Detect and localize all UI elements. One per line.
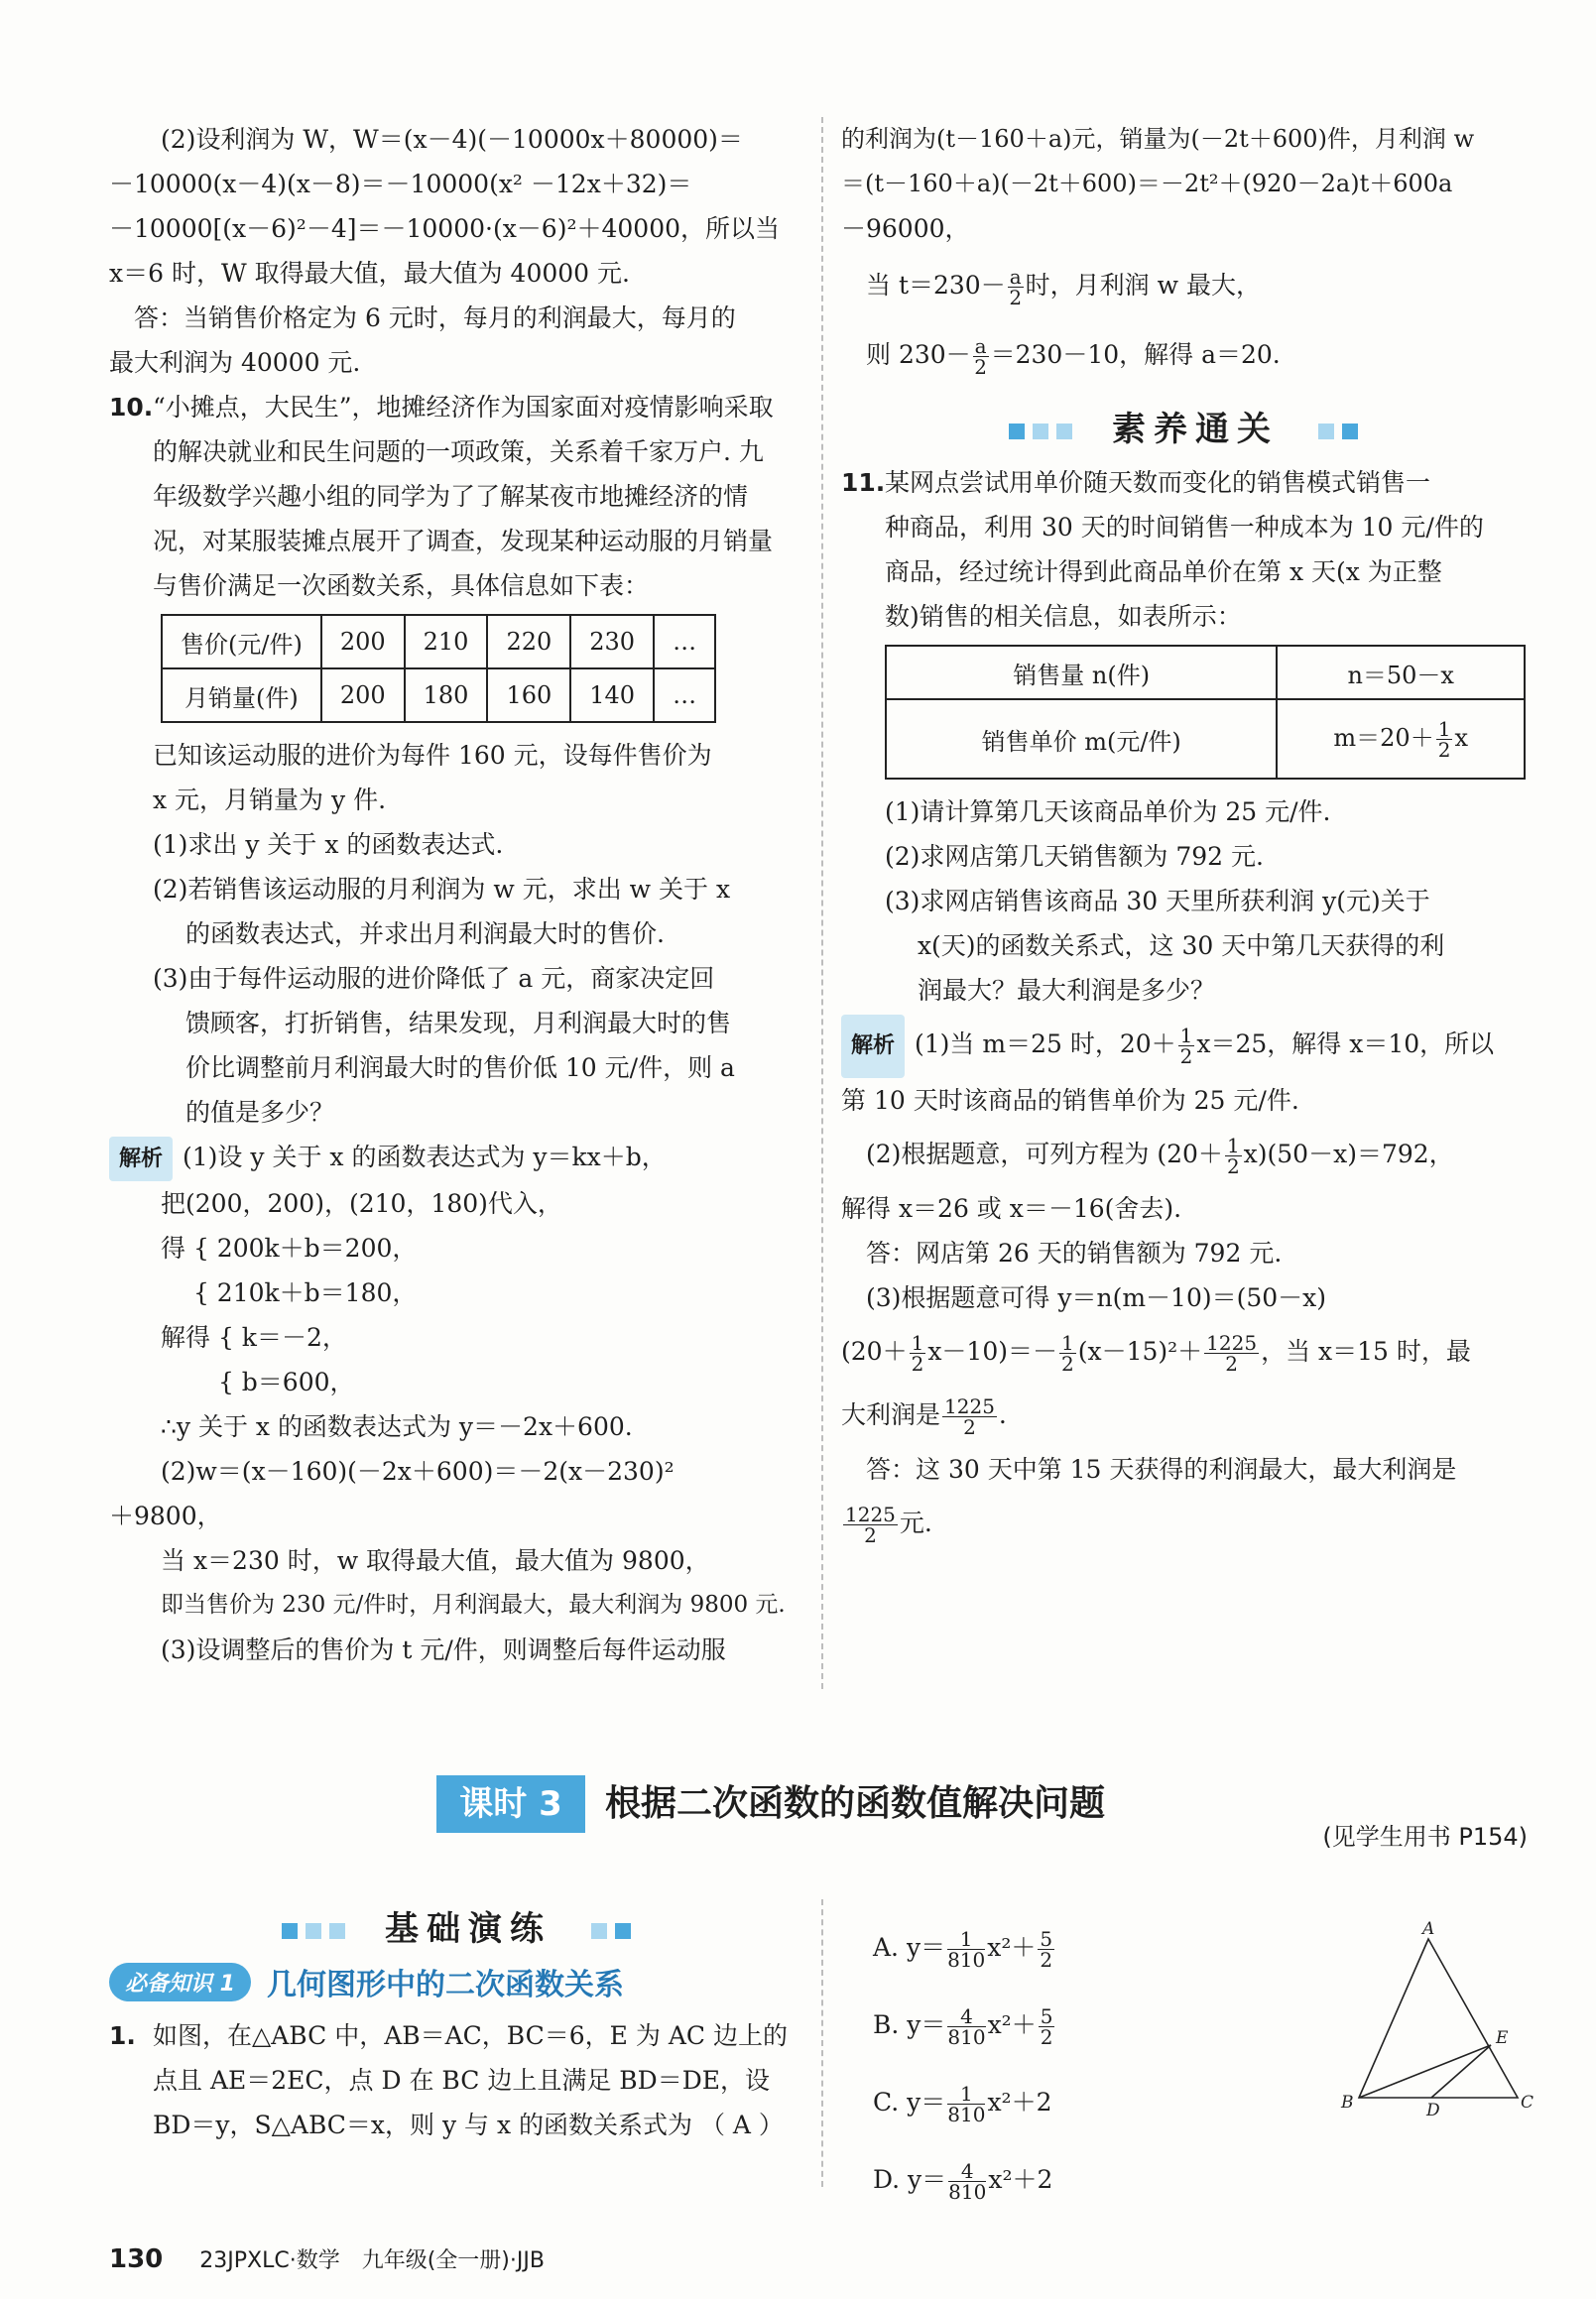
fraction	[947, 2006, 985, 2047]
text-line: 某网点尝试用单价随天数而变化的销售模式销售一	[885, 468, 1431, 497]
vertex-label-c: C	[1521, 2093, 1535, 2113]
table-cell: 140	[570, 668, 654, 722]
text-line: 得 { 200k＋b＝200，	[161, 1234, 418, 1263]
section-title: 素养通关	[1112, 410, 1279, 449]
text-line: 的利润为(t－160＋a)元，销量为(－2t＋600)件，月利润 w	[841, 125, 1475, 153]
formula-line	[841, 1492, 1526, 1555]
page-footer	[109, 2243, 545, 2274]
text-line: 商品，经过统计得到此商品单价在第 x 天(x 为正整	[885, 557, 1442, 586]
table-cell: n＝50－x	[1277, 646, 1525, 699]
triangle-abc	[1359, 1939, 1518, 2098]
denominator: 810	[947, 1948, 986, 1972]
text-line: 解得 x＝26 或 x＝－16(舍去).	[841, 1194, 1182, 1223]
triangle-figure	[1329, 1919, 1535, 2120]
text-line: { 210k＋b＝180，	[161, 1278, 418, 1307]
text: 当 t＝230－	[841, 271, 1006, 300]
question-10	[109, 385, 803, 608]
decor-square	[1056, 424, 1072, 439]
numerator: 5	[1040, 1927, 1053, 1951]
section-title: 基础演练	[385, 1909, 552, 1949]
text: (x－15)²＋	[1077, 1337, 1203, 1366]
text-line: 最大利润为 40000 元.	[109, 348, 361, 377]
decor-square	[282, 1923, 298, 1939]
denominator: 2	[911, 1352, 924, 1376]
numerator: 4	[947, 2006, 985, 2027]
text-line: 况，对某服装摊点展开了调查，发现某种运动服的月销量	[153, 527, 774, 555]
denominator: 2	[1226, 1154, 1240, 1178]
text: x²＋	[987, 2010, 1037, 2039]
table-cell: 月销量(件)	[162, 668, 321, 722]
option-label: A. y＝	[873, 1933, 946, 1962]
denominator: 810	[947, 2103, 986, 2126]
sub-question: 润最大？最大利润是多少？	[885, 976, 1215, 1005]
decor-square	[1318, 424, 1334, 439]
table-cell: 销售单价 m(元/件)	[886, 699, 1277, 779]
numerator: 1225	[845, 1503, 896, 1526]
text-line: 答：网店第 26 天的销售额为 792 元.	[841, 1239, 1283, 1268]
sub-question: (2)求网店第几天销售额为 792 元.	[885, 842, 1264, 871]
question-number: 1.	[109, 2021, 136, 2050]
sub-question: (3)由于每件运动服的进价降低了 a 元，商家决定回	[153, 964, 715, 993]
formula-line	[841, 1320, 1526, 1384]
text-line: 答：当销售价格定为 6 元时，每月的利润最大，每月的	[109, 303, 736, 332]
text: x²＋	[987, 1933, 1037, 1962]
text-line: BD＝y，S△ABC＝x，则 y 与 x 的函数关系式为 （ A ）	[153, 2111, 784, 2139]
decor-square	[329, 1923, 345, 1939]
fraction	[942, 1396, 997, 1437]
text-line: (1)设 y 关于 x 的函数表达式为 y＝kx＋b，	[183, 1143, 667, 1171]
question-11	[841, 460, 1526, 639]
price-sales-table	[161, 614, 716, 723]
point-label-d: D	[1426, 2101, 1440, 2120]
text: x＝25，解得 x＝10，所以	[1196, 1029, 1495, 1058]
numerator: 1225	[944, 1394, 995, 1418]
answer-options	[873, 1909, 1170, 2219]
text: (20＋	[841, 1337, 908, 1366]
numerator: 5	[1040, 2004, 1053, 2028]
right-column	[841, 117, 1526, 1555]
knowledge-title: 几何图形中的二次函数关系	[266, 1968, 624, 2002]
denominator: 2	[974, 355, 987, 379]
text-line: 的解决就业和民生问题的一项政策，关系着千家万户. 九	[153, 437, 764, 466]
text: 元.	[899, 1509, 932, 1537]
fraction	[1038, 1929, 1054, 1970]
decor-square	[1033, 424, 1048, 439]
text: 时，月利润 w 最大，	[1025, 271, 1261, 300]
fraction	[948, 2161, 986, 2202]
fraction	[910, 1333, 926, 1374]
numerator: a	[1009, 265, 1022, 289]
text: x)(50－x)＝792，	[1243, 1140, 1454, 1168]
text-line: 答：这 30 天中第 15 天获得的利润最大，最大利润是	[841, 1455, 1457, 1484]
text-line: x 元，月销量为 y 件.	[153, 786, 387, 814]
sub-question: (2)若销售该运动服的月利润为 w 元，求出 w 关于 x	[153, 875, 731, 904]
numerator: 1	[1060, 1331, 1074, 1355]
text-line: 数)销售的相关信息，如表所示：	[885, 602, 1242, 631]
text-line: (3)根据题意可得 y＝n(m－10)＝(50－x)	[841, 1283, 1327, 1312]
table-cell: …	[654, 615, 715, 668]
column-divider	[821, 117, 823, 1689]
text-line: 种商品，利用 30 天的时间销售一种成本为 10 元/件的	[885, 513, 1484, 542]
option-b	[873, 1987, 1170, 2064]
denominator: 2	[864, 1523, 877, 1547]
denominator: 2	[1009, 286, 1023, 309]
text: ＝230－10，解得 a＝20.	[990, 340, 1281, 369]
fraction	[1178, 1026, 1195, 1066]
text-line: (2)设利润为 W，W＝(x－4)(－10000x＋80000)＝	[161, 125, 743, 154]
table-cell: …	[654, 668, 715, 722]
column-divider	[821, 1899, 823, 2187]
fraction	[1436, 719, 1453, 760]
option-d	[873, 2141, 1170, 2219]
table-cell: 200	[321, 615, 405, 668]
formula-line	[841, 1384, 1526, 1447]
text-line: 点且 AE＝2EC，点 D 在 BC 边上且满足 BD＝DE，设	[153, 2066, 770, 2095]
basic-practice	[109, 1889, 803, 2147]
knowledge-tag: 必备知识 1	[109, 1963, 251, 2001]
book-info: 23JPXLC·数学 九年级(全一册)·JJB	[199, 2248, 545, 2273]
text-line: { b＝600，	[161, 1368, 355, 1396]
numerator: 1	[947, 1929, 985, 1950]
option-a	[873, 1909, 1170, 1987]
question-number: 10.	[109, 393, 154, 422]
table-cell: 230	[570, 615, 654, 668]
table-cell: 180	[405, 668, 488, 722]
fraction	[1039, 2006, 1055, 2047]
text: x－10)＝－	[927, 1337, 1057, 1366]
table-cell: 210	[405, 615, 488, 668]
text-line: 与售价满足一次函数关系，具体信息如下表：	[153, 571, 650, 600]
option-label: D. y＝	[873, 2165, 947, 2194]
decor-square	[1009, 424, 1025, 439]
sub-question: (3)求网店销售该商品 30 天里所获利润 y(元)关于	[885, 887, 1430, 915]
numerator: a	[974, 334, 987, 358]
text: 则 230－	[841, 340, 971, 369]
text: m＝20＋	[1333, 724, 1434, 752]
numerator: 4	[948, 2161, 986, 2182]
option-label: B. y＝	[873, 2010, 946, 2039]
option-c	[873, 2064, 1170, 2141]
solution-tag: 解析	[841, 1015, 905, 1078]
sub-question: 的值是多少？	[153, 1098, 334, 1127]
sub-question: (1)请计算第几天该商品单价为 25 元/件.	[885, 797, 1331, 826]
denominator: 2	[963, 1415, 976, 1439]
text-line: 如图，在△ABC 中，AB＝AC，BC＝6，E 为 AC 边上的	[153, 2021, 788, 2050]
text: (2)根据题意，可列方程为 (20＋	[841, 1140, 1223, 1168]
section-header	[109, 1901, 803, 1950]
knowledge-heading	[109, 1960, 803, 2003]
sales-info-table	[885, 645, 1526, 780]
table-cell: 200	[321, 668, 405, 722]
numerator: 1	[947, 2084, 985, 2105]
text: (1)当 m＝25 时，20＋	[915, 1029, 1176, 1058]
page-number: 130	[109, 2244, 164, 2274]
text: .	[998, 1400, 1007, 1429]
text-line: 当 x＝230 时，w 取得最大值，最大值为 9800，	[161, 1546, 710, 1575]
lesson-title: 根据二次函数的函数值解决问题	[605, 1783, 1106, 1824]
decor-square	[306, 1923, 321, 1939]
text-line: 第 10 天时该商品的销售单价为 25 元/件.	[841, 1086, 1299, 1115]
numerator: 1	[911, 1331, 924, 1355]
numerator: 1225	[1206, 1331, 1258, 1355]
denominator: 2	[1179, 1044, 1193, 1068]
fraction	[947, 1929, 985, 1970]
text-line: x＝6 时，W 取得最大值，最大值为 40000 元.	[109, 259, 630, 288]
fraction	[1059, 1333, 1076, 1374]
text-line: －10000[(x－6)²－4]＝－10000·(x－6)²＋40000，所以当	[109, 214, 781, 243]
text-line: ＋9800，	[109, 1502, 222, 1530]
text-line: －10000(x－4)(x－8)＝－10000(x² －12x＋32)＝	[109, 170, 692, 198]
text: 大利润是	[841, 1400, 941, 1429]
sub-question: x(天)的函数关系式，这 30 天中第几天获得的利	[885, 931, 1445, 960]
lesson-badge: 课时 3	[436, 1775, 585, 1833]
section-header	[841, 402, 1526, 450]
text-line: 即当售价为 230 元/件时，月利润最大，最大利润为 9800 元.	[161, 1592, 786, 1618]
lesson-reference: (见学生用书 P154)	[1322, 1823, 1528, 1851]
denominator: 2	[1040, 2025, 1053, 2049]
text: ，当 x＝15 时，最	[1261, 1337, 1471, 1366]
sub-question: 馈顾客，打折销售，结果发现，月利润最大时的售	[153, 1009, 731, 1037]
lesson-header	[109, 1775, 1528, 1851]
sub-question: 价比调整前月利润最大时的售价低 10 元/件，则 a	[153, 1053, 735, 1082]
left-column	[109, 117, 803, 1672]
text-line: ＝(t－160＋a)(－2t＋600)＝－2t²＋(920－2a)t＋600a	[841, 170, 1453, 197]
fraction	[973, 336, 989, 377]
numerator: 1	[1179, 1024, 1193, 1047]
question-number: 11.	[841, 468, 886, 497]
denominator: 810	[948, 2180, 987, 2204]
numerator: 1	[1437, 717, 1451, 741]
text-line: “小摊点，大民生”，地摊经济作为国家面对疫情影响采取	[153, 393, 774, 422]
decor-square	[591, 1923, 607, 1939]
table-cell: 220	[487, 615, 570, 668]
point-label-e: E	[1496, 2028, 1509, 2048]
segment-de	[1431, 2045, 1491, 2098]
option-label: C. y＝	[873, 2088, 946, 2117]
fraction	[947, 2084, 985, 2124]
text-line: 解得 { k＝－2，	[161, 1323, 347, 1352]
sub-question: 的函数表达式，并求出月利润最大时的售价.	[153, 919, 665, 948]
text-line: 年级数学兴趣小组的同学为了了解某夜市地摊经济的情	[153, 482, 749, 511]
fraction	[1204, 1333, 1259, 1374]
vertex-label-a: A	[1422, 1919, 1435, 1939]
vertex-label-b: B	[1341, 2093, 1354, 2113]
fraction	[1008, 267, 1024, 307]
table-cell: 销售量 n(件)	[886, 646, 1277, 699]
denominator: 2	[1437, 738, 1451, 762]
solution-10	[109, 1135, 803, 1672]
text-line: 已知该运动服的进价为每件 160 元，设每件售价为	[153, 741, 712, 770]
formula-line	[841, 1123, 1526, 1186]
text: x	[1454, 724, 1468, 752]
table-cell	[1277, 699, 1525, 779]
solution-tag: 解析	[109, 1137, 173, 1181]
denominator: 2	[1040, 1948, 1053, 1972]
sub-question: (1)求出 y 关于 x 的函数表达式.	[153, 830, 504, 859]
text: x²＋2	[987, 2088, 1052, 2117]
text-line: －96000，	[841, 214, 970, 243]
solution-11	[841, 1013, 1526, 1555]
text-line: 把(200，200)，(210，180)代入，	[161, 1189, 562, 1218]
table-cell: 售价(元/件)	[162, 615, 321, 668]
formula-line	[841, 251, 1526, 320]
denominator: 2	[1060, 1352, 1074, 1376]
text-line: ∴y 关于 x 的函数表达式为 y＝－2x＋600.	[161, 1412, 633, 1441]
numerator: 1	[1226, 1134, 1240, 1157]
fraction	[843, 1505, 898, 1545]
text-line: (3)设调整后的售价为 t 元/件，则调整后每件运动服	[161, 1635, 726, 1664]
formula-line	[841, 320, 1526, 390]
text: x²＋2	[988, 2165, 1053, 2194]
decor-square	[615, 1923, 631, 1939]
fraction	[1225, 1136, 1242, 1176]
denominator: 2	[1225, 1352, 1238, 1376]
question-1	[109, 2013, 803, 2147]
text-line: (2)w＝(x－160)(－2x＋600)＝－2(x－230)²	[161, 1457, 675, 1486]
decor-square	[1342, 424, 1358, 439]
denominator: 810	[947, 2025, 986, 2049]
table-cell: 160	[487, 668, 570, 722]
